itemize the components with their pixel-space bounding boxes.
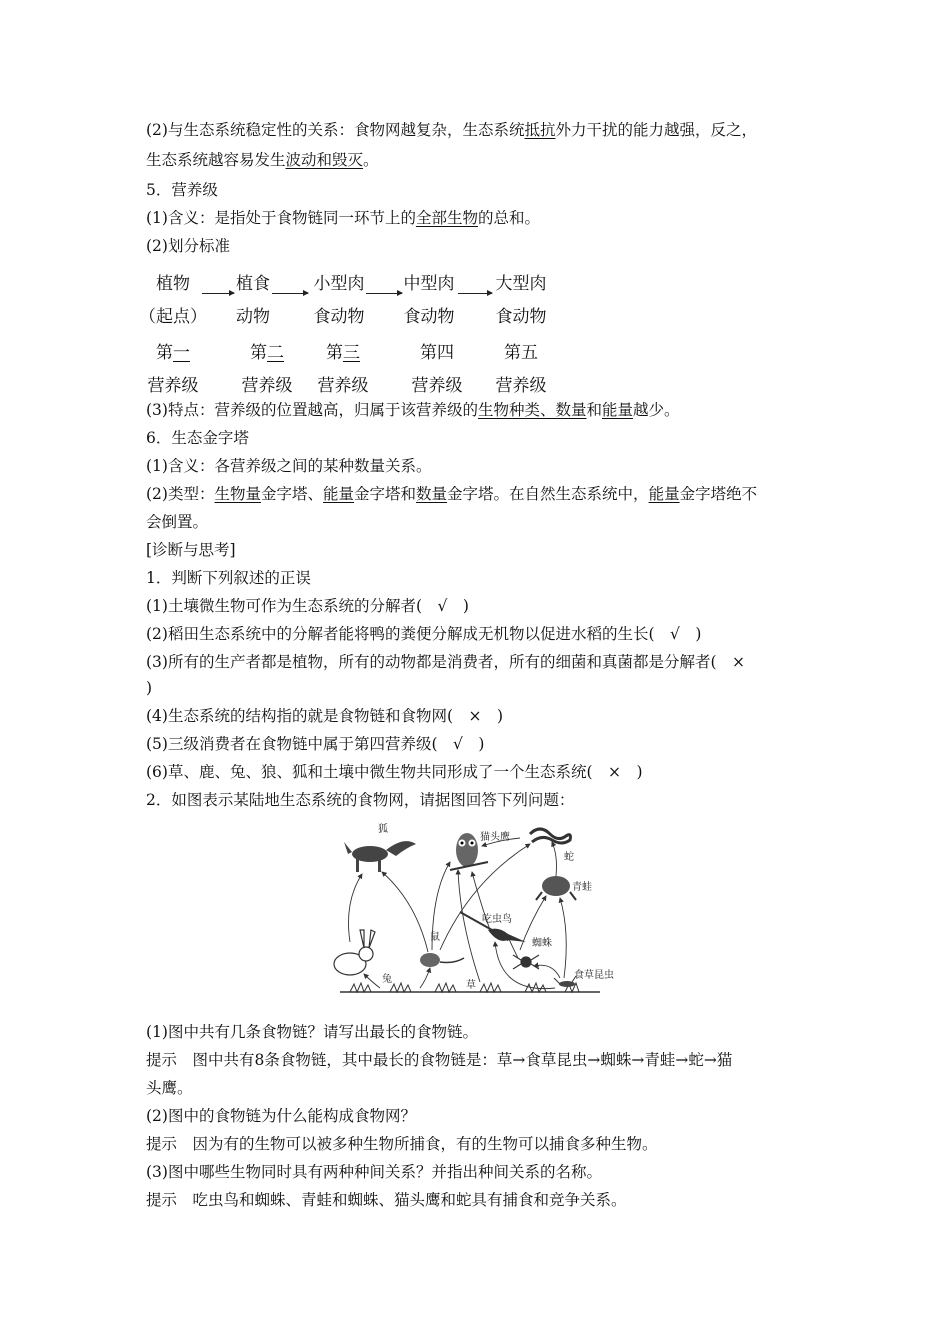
judgement-item: (3)所有的生产者都是植物，所有的动物都是消费者，所有的细菌和真菌都是分解者( × bbox=[146, 653, 745, 671]
question-1: 1．判断下列叙述的正误 bbox=[146, 569, 311, 587]
level-4-label: 营养级 bbox=[411, 376, 463, 396]
answer-line: 提示 因为有的生物可以被多种生物所捕食，有的生物可以捕食多种生物。 bbox=[146, 1135, 658, 1153]
heading-trophic-level: 5．营养级 bbox=[146, 181, 218, 199]
label-bird: 吃虫鸟 bbox=[482, 914, 512, 925]
fox-icon bbox=[344, 841, 416, 872]
mouse-icon bbox=[420, 953, 464, 967]
pyramid-types-line-1: (2)类型：生物量金字塔、能量金字塔和数量金字塔。在自然生态系统中，能量金字塔绝不 bbox=[146, 485, 758, 503]
pyramid-definition: (1)含义：各营养级之间的某种数量关系。 bbox=[146, 457, 432, 475]
diagnosis-header: [诊断与思考] bbox=[146, 541, 236, 559]
label-frog: 青蛙 bbox=[572, 882, 592, 893]
frog-icon bbox=[536, 876, 576, 900]
level-1: 第一 bbox=[156, 343, 190, 363]
label-grasshopper: 食草昆虫 bbox=[574, 970, 614, 981]
text: (2)与生态系统稳定性的关系：食物网越复杂，生态系统 bbox=[146, 121, 525, 139]
stability-line-2 bbox=[146, 150, 379, 170]
judgement-item: (2)稻田生态系统中的分解者能将鸭的粪便分解成无机物以促进水稻的生长( √ ) bbox=[146, 625, 702, 643]
level-2: 第二 bbox=[250, 343, 284, 363]
text: (1)含义：是指处于食物链同一环节上的 bbox=[146, 209, 416, 227]
chain-arrow bbox=[458, 293, 492, 294]
pyramid-types-line-2: 会倒置。 bbox=[146, 513, 209, 531]
underlined-answer: 能量 bbox=[602, 401, 634, 419]
chain-herbivore-2: 动物 bbox=[236, 307, 270, 327]
stability-line-1 bbox=[146, 120, 757, 140]
label-rabbit: 兔 bbox=[382, 974, 392, 985]
label-mouse: 鼠 bbox=[430, 932, 440, 943]
chain-arrow bbox=[366, 293, 402, 294]
level-3: 第三 bbox=[326, 343, 360, 363]
chain-producer-note: （起点） bbox=[139, 307, 207, 327]
text: 越少。 bbox=[633, 401, 680, 419]
level-3-label: 营养级 bbox=[317, 376, 369, 396]
food-web-svg bbox=[320, 812, 620, 1012]
chain-large-carnivore-2: 食动物 bbox=[495, 307, 547, 327]
text: 生态系统越容易发生 bbox=[146, 151, 286, 169]
chain-small-carnivore: 小型肉 bbox=[313, 274, 365, 294]
chain-arrow bbox=[272, 293, 308, 294]
chain-arrow bbox=[202, 293, 234, 294]
judgement-item-wrap: ) bbox=[146, 679, 153, 697]
text: 和 bbox=[586, 401, 602, 419]
trophic-definition bbox=[146, 208, 540, 228]
rabbit-icon bbox=[334, 930, 375, 975]
label-grass: 草 bbox=[466, 980, 476, 991]
answer-line: (2)图中的食物链为什么能构成食物网？ bbox=[146, 1107, 416, 1125]
level-2-label: 营养级 bbox=[241, 376, 293, 396]
text: 外力干扰的能力越强，反之， bbox=[555, 121, 757, 139]
chain-producer: 植物 bbox=[156, 274, 190, 294]
text: 的总和。 bbox=[477, 209, 540, 227]
label-snake: 蛇 bbox=[564, 852, 574, 863]
answer-line: 提示 吃虫鸟和蜘蛛、青蛙和蜘蛛、猫头鹰和蛇具有捕食和竞争关系。 bbox=[146, 1191, 627, 1209]
text: 。 bbox=[363, 151, 379, 169]
grasshopper-icon bbox=[554, 976, 576, 987]
trophic-characteristic bbox=[146, 400, 680, 420]
underlined-answer: 抵抗 bbox=[524, 121, 556, 139]
snake-icon bbox=[530, 829, 571, 843]
judgement-item: (6)草、鹿、兔、狼、狐和土壤中微生物共同形成了一个生态系统( × ) bbox=[146, 763, 643, 781]
level-1-label: 营养级 bbox=[147, 376, 199, 396]
chain-herbivore: 植食 bbox=[236, 274, 270, 294]
underlined-answer: 波动和毁灭 bbox=[285, 151, 364, 169]
spider-icon bbox=[513, 955, 539, 969]
heading-pyramid: 6．生态金字塔 bbox=[146, 429, 249, 447]
chain-medium-carnivore: 中型肉 bbox=[403, 274, 455, 294]
label-fox: 狐 bbox=[378, 824, 388, 835]
underlined-answer: 生物种类、数量 bbox=[477, 401, 587, 419]
answer-line: (3)图中哪些生物同时具有两种种间关系？并指出种间关系的名称。 bbox=[146, 1163, 602, 1181]
question-2: 2．如图表示某陆地生态系统的食物网，请据图回答下列问题： bbox=[146, 791, 575, 809]
underlined-answer: 全部生物 bbox=[415, 209, 478, 227]
chain-small-carnivore-2: 食动物 bbox=[313, 307, 365, 327]
judgement-item: (1)土壤微生物可作为生态系统的分解者( √ ) bbox=[146, 597, 469, 615]
level-5-label: 营养级 bbox=[495, 376, 547, 396]
food-web-figure bbox=[320, 812, 620, 1012]
answer-line: 头鹰。 bbox=[146, 1079, 193, 1097]
text: (3)特点：营养级的位置越高，归属于该营养级的 bbox=[146, 401, 478, 419]
answer-line: (1)图中共有几条食物链？请写出最长的食物链。 bbox=[146, 1023, 478, 1041]
level-5: 第五 bbox=[504, 343, 538, 363]
label-owl: 猫头鹰 bbox=[480, 832, 510, 843]
judgement-item: (5)三级消费者在食物链中属于第四营养级( √ ) bbox=[146, 735, 485, 753]
answer-line: 提示 图中共有8条食物链，其中最长的食物链是：草→食草昆虫→蜘蛛→青蛙→蛇→猫 bbox=[146, 1051, 733, 1069]
division-standard: (2)划分标准 bbox=[146, 237, 230, 255]
chain-large-carnivore: 大型肉 bbox=[495, 274, 547, 294]
chain-medium-carnivore-2: 食动物 bbox=[403, 307, 455, 327]
label-spider: 蜘蛛 bbox=[532, 938, 552, 949]
judgement-item: (4)生态系统的结构指的就是食物链和食物网( × ) bbox=[146, 707, 504, 725]
level-4: 第四 bbox=[420, 343, 454, 363]
